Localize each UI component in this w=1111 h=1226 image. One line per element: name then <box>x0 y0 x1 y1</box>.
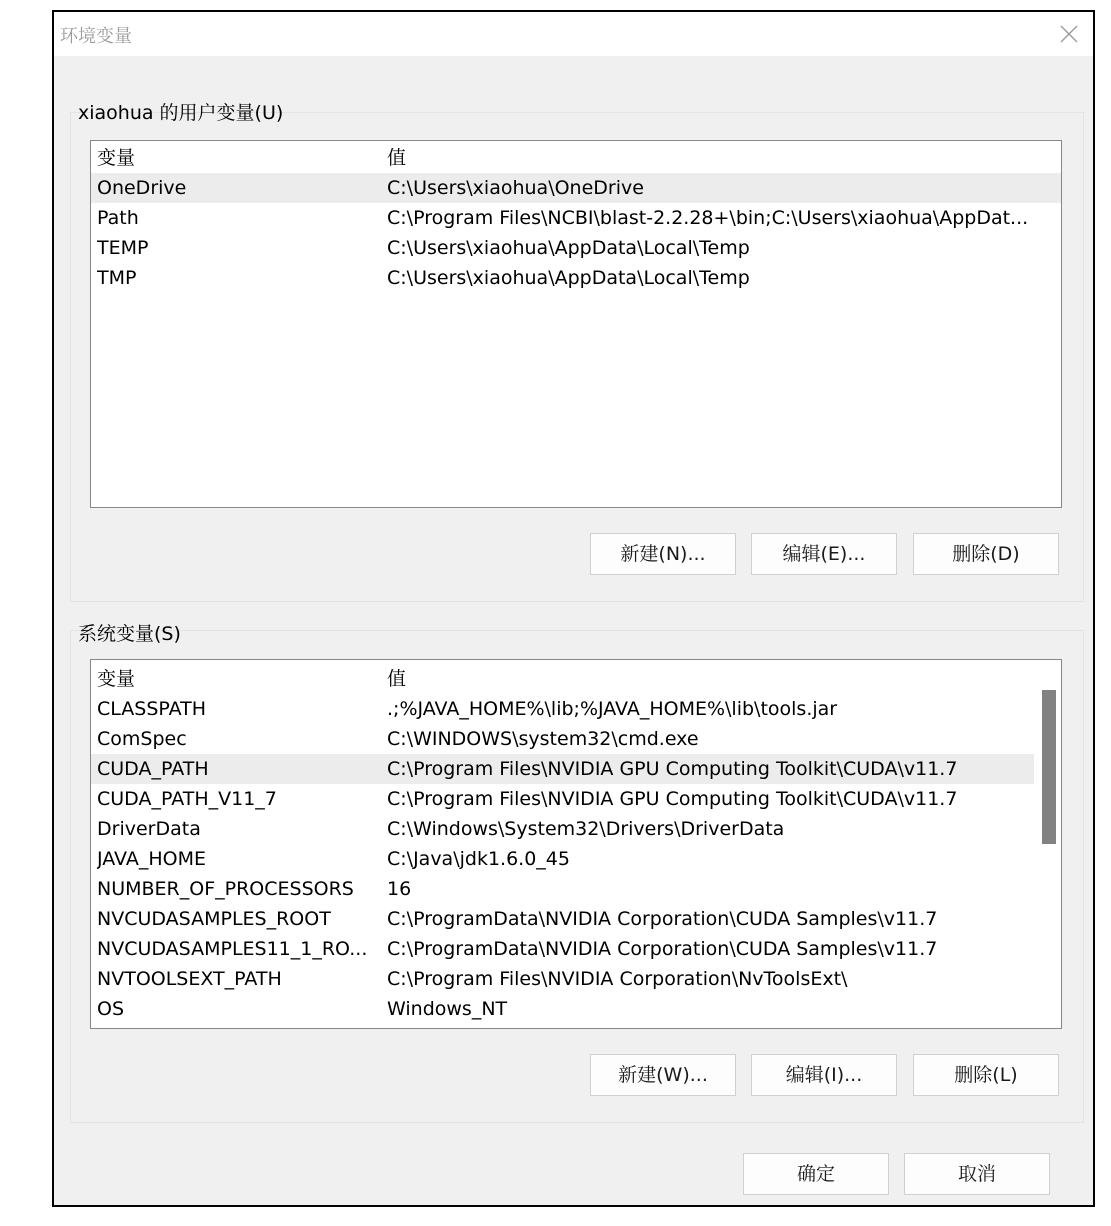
user-new-button[interactable]: 新建(N)... <box>590 533 736 575</box>
table-row[interactable] <box>91 844 1061 874</box>
table-row[interactable] <box>91 694 1061 724</box>
system-delete-button[interactable]: 删除(L) <box>913 1054 1059 1096</box>
variable-value: C:\ProgramData\NVIDIA Corporation\CUDA Samples\v11.7 <box>387 938 938 960</box>
table-row[interactable] <box>91 203 1061 233</box>
variable-value: C:\Windows\System32\Drivers\DriverData <box>387 818 785 840</box>
variable-name: CUDA_PATH_V11_7 <box>97 788 277 810</box>
system-new-button[interactable]: 新建(W)... <box>590 1054 736 1096</box>
variable-name: OS <box>97 998 125 1020</box>
column-header-name[interactable]: 变量 <box>97 147 136 169</box>
variable-value: C:\Users\xiaohua\AppData\Local\Temp <box>387 237 750 259</box>
table-row[interactable] <box>91 754 1061 784</box>
variable-name: OneDrive <box>97 177 187 199</box>
system-variables-label: 系统变量(S) <box>78 623 181 645</box>
variable-value: C:\WINDOWS\system32\cmd.exe <box>387 728 699 750</box>
user-delete-button[interactable]: 删除(D) <box>913 533 1059 575</box>
variable-name: NVCUDASAMPLES11_1_RO... <box>97 938 368 960</box>
title-bar <box>54 12 1093 56</box>
user-variables-list[interactable] <box>90 140 1062 508</box>
variable-name: DriverData <box>97 818 201 840</box>
column-header-value[interactable]: 值 <box>387 668 407 690</box>
column-header-name[interactable]: 变量 <box>97 668 136 690</box>
variable-name: NVCUDASAMPLES_ROOT <box>97 908 331 930</box>
variable-name: TMP <box>97 267 137 289</box>
variable-name: ComSpec <box>97 728 187 750</box>
environment-variables-dialog <box>52 10 1095 1207</box>
user-edit-button[interactable]: 编辑(E)... <box>751 533 897 575</box>
table-row[interactable] <box>91 814 1061 844</box>
variable-value: .;%JAVA_HOME%\lib;%JAVA_HOME%\lib\tools.jar <box>387 698 838 720</box>
variable-value: 16 <box>387 878 412 900</box>
table-row[interactable] <box>91 904 1061 934</box>
table-row[interactable] <box>91 784 1061 814</box>
vertical-scrollbar[interactable] <box>1034 660 1061 1028</box>
table-row[interactable] <box>91 934 1061 964</box>
variable-value: C:\Program Files\NCBI\blast-2.2.28+\bin;C:\Users\xiaohua\AppDat... <box>387 207 1029 229</box>
system-edit-button[interactable]: 编辑(I)... <box>751 1054 897 1096</box>
variable-name: Path <box>97 207 139 229</box>
variable-name: JAVA_HOME <box>97 848 206 870</box>
variable-value: C:\Program Files\NVIDIA GPU Computing Toolkit\CUDA\v11.7 <box>387 788 958 810</box>
user-variables-label: xiaohua 的用户变量(U) <box>78 102 284 124</box>
column-header-value[interactable]: 值 <box>387 147 407 169</box>
table-row[interactable] <box>91 994 1061 1024</box>
variable-name: NUMBER_OF_PROCESSORS <box>97 878 354 900</box>
list-header <box>91 664 1061 694</box>
cancel-button[interactable]: 取消 <box>904 1153 1050 1195</box>
variable-value: C:\Program Files\NVIDIA GPU Computing Toolkit\CUDA\v11.7 <box>387 758 958 780</box>
table-row[interactable] <box>91 724 1061 754</box>
table-row[interactable] <box>91 173 1061 203</box>
system-variables-list[interactable] <box>90 659 1062 1029</box>
variable-value: C:\Java\jdk1.6.0_45 <box>387 848 570 870</box>
ok-button[interactable]: 确定 <box>743 1153 889 1195</box>
variable-value: C:\Users\xiaohua\AppData\Local\Temp <box>387 267 750 289</box>
window-title: 环境变量 <box>60 26 132 47</box>
variable-value: C:\Users\xiaohua\OneDrive <box>387 177 644 199</box>
variable-name: CLASSPATH <box>97 698 207 720</box>
close-button[interactable] <box>1047 12 1091 56</box>
variable-value: C:\ProgramData\NVIDIA Corporation\CUDA Samples\v11.7 <box>387 908 938 930</box>
variable-value: Windows_NT <box>387 998 508 1020</box>
scrollbar-thumb[interactable] <box>1042 690 1056 844</box>
table-row[interactable] <box>91 263 1061 293</box>
variable-value: C:\Program Files\NVIDIA Corporation\NvToolsExt\ <box>387 968 848 990</box>
variable-name: NVTOOLSEXT_PATH <box>97 968 282 990</box>
close-icon <box>1060 25 1078 43</box>
variable-name: TEMP <box>97 237 149 259</box>
table-row[interactable] <box>91 874 1061 904</box>
table-row[interactable] <box>91 233 1061 263</box>
variable-name: CUDA_PATH <box>97 758 209 780</box>
table-row[interactable] <box>91 964 1061 994</box>
list-header <box>91 143 1061 173</box>
